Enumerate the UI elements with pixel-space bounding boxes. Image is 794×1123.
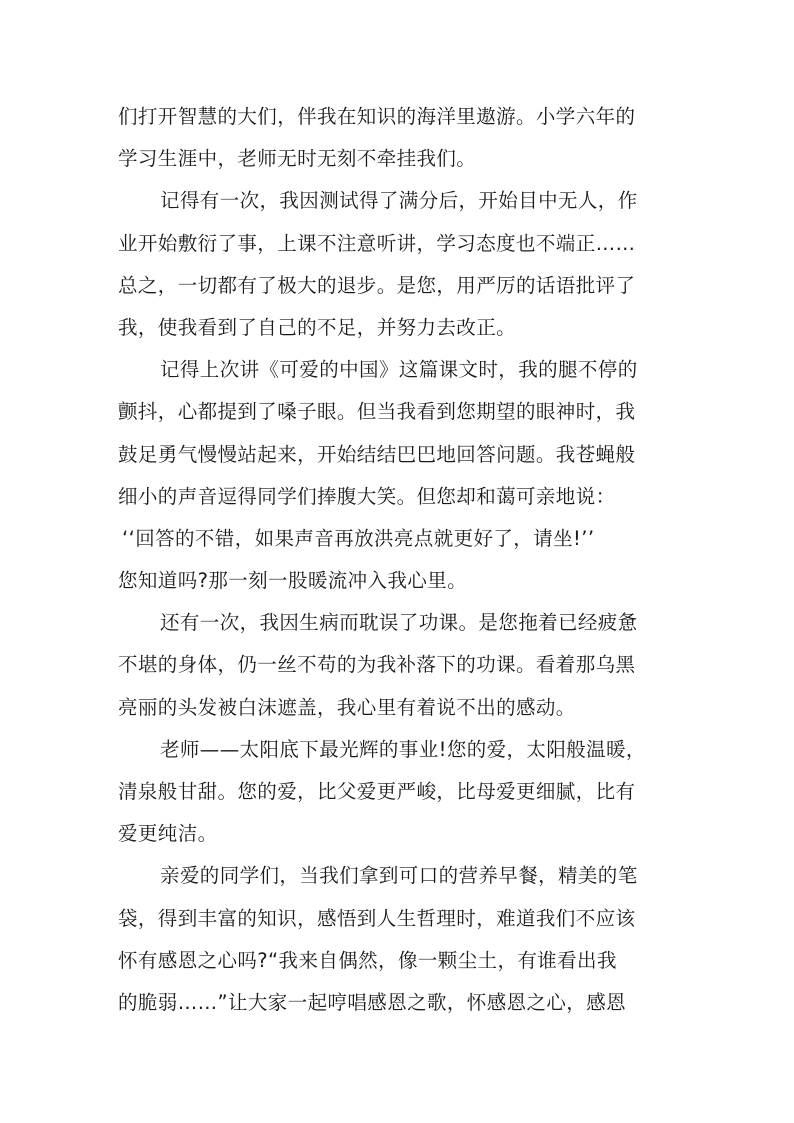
text-line: 学习生涯中，老师无时无刻不牵挂我们。 xyxy=(118,147,477,171)
text-line: 颤抖，心都提到了嗓子眼。但当我看到您期望的眼神时，我 xyxy=(118,400,636,424)
text-line: 记得上次讲《可爱的中国》这篇课文时，我的腿不停的 xyxy=(160,358,638,382)
text-line: 不堪的身体，仍一丝不苟的为我补落下的功课。看着那乌黑 xyxy=(118,653,636,677)
text-line: 爱更纯洁。 xyxy=(118,822,218,846)
text-line: 的脆弱……”让大家一起哼唱感恩之歌，怀感恩之心，感恩 xyxy=(118,990,627,1014)
text-line: 业开始敷衍了事，上课不注意听讲，学习态度也不端正…… xyxy=(118,231,636,255)
text-line: 我，使我看到了自己的不足，并努力去改正。 xyxy=(118,315,517,339)
text-line: 老师——太阳底下最光辉的事业!您的爱，太阳般温暖， xyxy=(160,737,646,761)
text-line: 们打开智慧的大们，伴我在知识的海洋里遨游。小学六年的 xyxy=(118,105,636,128)
paragraph-4 xyxy=(118,602,678,729)
text-line: 清泉般甘甜。您的爱，比父爱更严峻，比母爱更细腻，比有 xyxy=(118,780,636,803)
text-line: 还有一次，我因生病而耽误了功课。是您拖着已经疲惫 xyxy=(160,611,638,635)
document-page xyxy=(118,96,678,1024)
paragraph-5 xyxy=(118,729,678,856)
text-line: ‘‘回答的不错，如果声音再放洪亮点就更好了，请坐!’’ xyxy=(122,526,595,550)
paragraph-6 xyxy=(118,855,678,1024)
paragraph-3 xyxy=(118,349,678,602)
text-line: 亮丽的头发被白沫遮盖，我心里有着说不出的感动。 xyxy=(118,695,576,719)
paragraph-2 xyxy=(118,180,678,349)
text-line: 细小的声音逗得同学们捧腹大笑。但您却和蔼可亲地说： xyxy=(118,484,616,508)
text-line: 记得有一次，我因测试得了满分后，开始目中无人，作 xyxy=(160,189,638,213)
text-line: 怀有感恩之心吗?“我来自偶然，像一颗尘土，有谁看出我 xyxy=(118,948,617,972)
text-line: 总之，一切都有了极大的退步。是您，用严厉的话语批评了 xyxy=(118,273,636,297)
text-line: 亲爱的同学们，当我们拿到可口的营养早餐，精美的笔 xyxy=(160,864,638,888)
text-line: 鼓足勇气慢慢站起来，开始结结巴巴地回答问题。我苍蝇般 xyxy=(118,442,636,466)
paragraph-1 xyxy=(118,96,678,180)
text-line: 袋，得到丰富的知识，感悟到人生哲理时，难道我们不应该 xyxy=(118,906,636,930)
text-line: 您知道吗?那一刻一股暖流冲入我心里。 xyxy=(118,569,468,593)
